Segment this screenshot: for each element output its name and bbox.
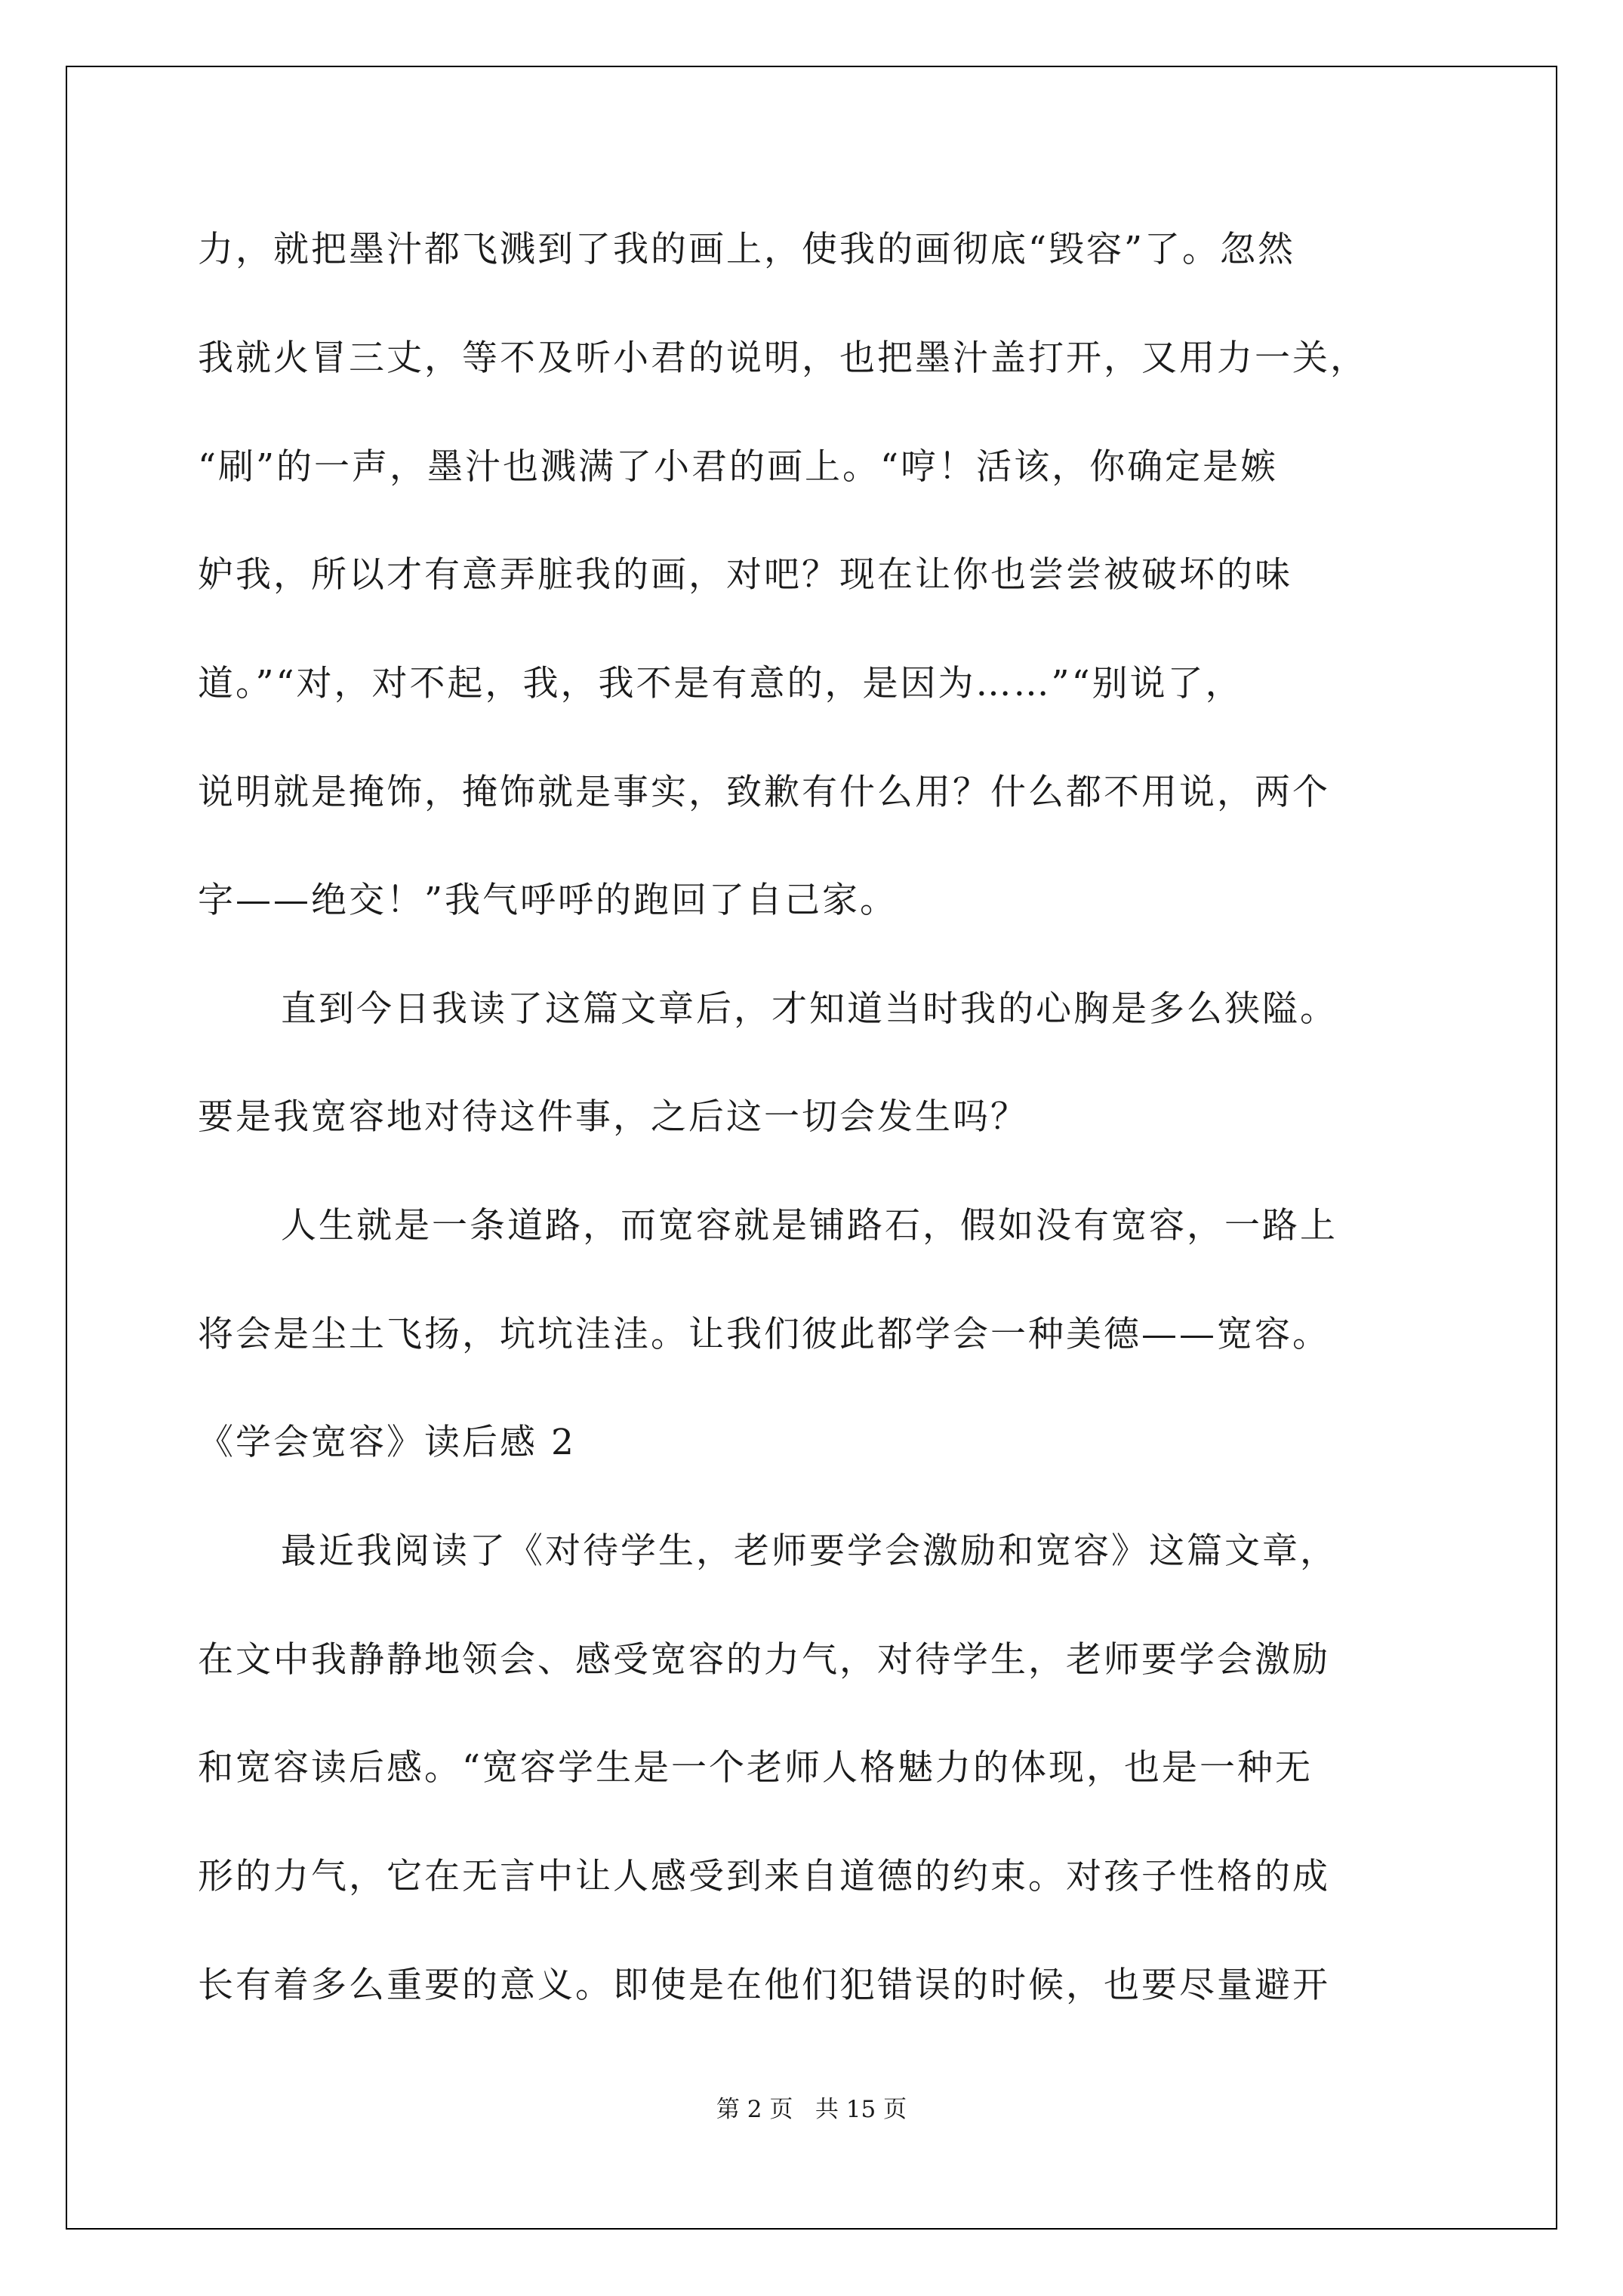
body-line: 说明就是掩饰，掩饰就是事实，致歉有什么用？什么都不用说，两个 — [198, 772, 1330, 813]
body-line: 字——绝交！”我气呼呼的跑回了自己家。 — [198, 880, 898, 921]
body-line: 妒我，所以才有意弄脏我的画，对吧？现在让你也尝尝被破坏的味 — [198, 554, 1292, 596]
page-border — [66, 66, 1557, 2230]
body-line: 形的力气，它在无言中让人感受到来自道德的约束。对孩子性格的成 — [198, 1856, 1330, 1897]
body-line: 和宽容读后感。“宽容学生是一个老师人格魅力的体现，也是一种无 — [198, 1747, 1313, 1789]
body-line: 将会是尘土飞扬，坑坑洼洼。让我们彼此都学会一种美德——宽容。 — [198, 1314, 1330, 1355]
body-line: 在文中我静静地领会、感受宽容的力气，对待学生，老师要学会激励 — [198, 1639, 1330, 1681]
paragraph-start-line: 最近我阅读了《对待学生，老师要学会激励和宽容》这篇文章， — [281, 1530, 1338, 1572]
body-line: 道。”“对，对不起，我，我不是有意的，是因为……”“别说了， — [198, 663, 1243, 704]
body-line: 要是我宽容地对待这件事，之后这一切会发生吗？ — [198, 1096, 1028, 1138]
paragraph-start-line: 直到今日我读了这篇文章后，才知道当时我的心胸是多么狭隘。 — [281, 988, 1338, 1030]
body-line: 我就火冒三丈，等不及听小君的说明，也把墨汁盖打开，又用力一关， — [198, 337, 1368, 379]
body-line: “刷”的一声，墨汁也溅满了小君的画上。“哼！活该，你确定是嫉 — [198, 446, 1279, 488]
body-line: 力，就把墨汁都飞溅到了我的画上，使我的画彻底“毁容”了。忽然 — [198, 229, 1296, 270]
section-heading: 《学会宽容》读后感 2 — [198, 1422, 576, 1463]
page-footer: 第 2 页 共 15 页 — [716, 2096, 907, 2123]
paragraph-start-line: 人生就是一条道路，而宽容就是铺路石，假如没有宽容，一路上 — [281, 1205, 1338, 1247]
body-line: 长有着多么重要的意义。即使是在他们犯错误的时候，也要尽量避开 — [198, 1965, 1330, 2006]
